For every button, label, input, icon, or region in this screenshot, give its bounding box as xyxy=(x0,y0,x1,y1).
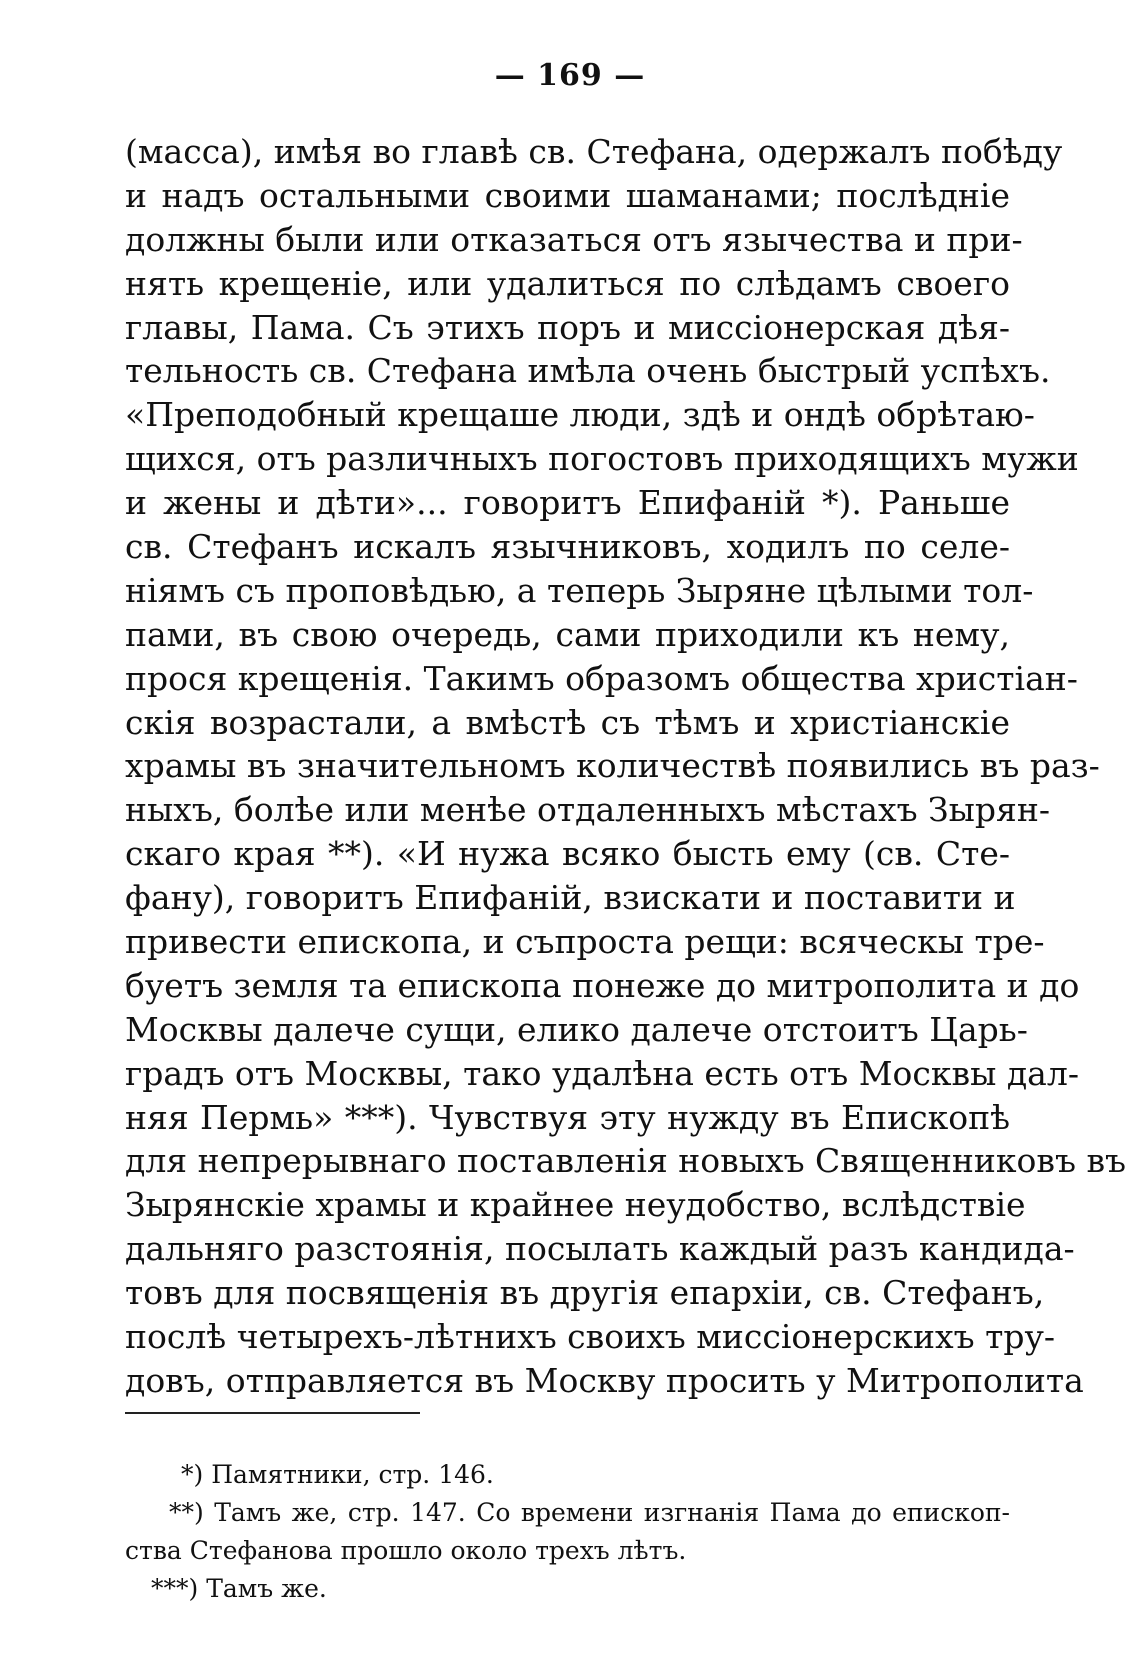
text-line: Зырянскіе храмы и крайнее неудобство, вслѣдствіе xyxy=(125,1185,1026,1225)
footnote-2-continuation: ства Стефанова прошло около трехъ лѣтъ. xyxy=(125,1536,687,1565)
text-line: пами, въ свою очередь, сами приходили къ нему, xyxy=(125,614,1010,654)
text-line: (масса), имѣя во главѣ св. Стефана, одержалъ побѣду xyxy=(125,132,1063,171)
text-line: и надъ остальными своими шаманами; послѣдніе xyxy=(125,175,1010,215)
text-line: «Преподобный крещаше люди, здѣ и ондѣ обрѣтаю- xyxy=(125,395,1035,435)
text-line: св. Стефанъ искалъ язычниковъ, ходилъ по селе- xyxy=(125,527,1010,567)
text-line: буетъ земля та епископа понеже до митрополита и до xyxy=(125,965,1080,1005)
footnote-3: ***) Тамъ же. xyxy=(151,1574,327,1603)
text-line: привести епископа, и съпроста рещи: всяческы тре- xyxy=(125,922,1045,962)
footnote-divider xyxy=(125,1412,420,1414)
text-line: скаго края **). «И нужа всяко бысть ему (св. Сте- xyxy=(125,834,1010,874)
text-line: должны были или отказаться отъ язычества и при- xyxy=(125,219,1023,259)
text-line: главы, Пама. Съ этихъ поръ и миссіонерская дѣя- xyxy=(125,307,1010,347)
text-line: довъ, отправляется въ Москву просить у Митрополита xyxy=(125,1360,1084,1400)
footnote-1: *) Памятники, стр. 146. xyxy=(181,1460,494,1489)
text-line: ныхъ, болѣе или менѣе отдаленныхъ мѣстахъ Зырян- xyxy=(125,790,1050,830)
text-line: дальняго разстоянія, посылать каждый разъ кандида- xyxy=(125,1229,1075,1269)
text-line: нять крещеніе, или удалиться по слѣдамъ своего xyxy=(125,263,1010,303)
text-line: товъ для посвященія въ другія епархіи, св. Стефанъ, xyxy=(125,1273,1045,1313)
page-number: — 169 — xyxy=(494,58,646,93)
text-line: прося крещенія. Такимъ образомъ общества христіан- xyxy=(125,658,1078,698)
text-line: ніямъ съ проповѣдью, а теперь Зыряне цѣлыми тол- xyxy=(125,570,1034,610)
text-line: скія возрастали, а вмѣстѣ съ тѣмъ и христіанскіе xyxy=(125,702,1010,742)
text-line: фану), говоритъ Епифаній, взискати и поставити и xyxy=(125,878,1016,918)
text-line: градъ отъ Москвы, тако удалѣна есть отъ Москвы дал- xyxy=(125,1053,1079,1093)
text-line: послѣ четырехъ-лѣтнихъ своихъ миссіонерскихъ тру- xyxy=(125,1317,1056,1357)
text-line: и жены и дѣти»... говоритъ Епифаній *). Раньше xyxy=(125,483,1010,523)
text-line: няя Пермь» ***). Чувствуя эту нужду въ Епископѣ xyxy=(125,1097,1010,1137)
text-line: щихся, отъ различныхъ погостовъ приходящихъ мужи xyxy=(125,439,1079,479)
text-line: храмы въ значительномъ количествѣ появились въ раз- xyxy=(125,746,1100,786)
text-line: Москвы далече сущи, елико далече отстоитъ Царь- xyxy=(125,1009,1028,1049)
footnote-2: **) Тамъ же, стр. 147. Со времени изгнанія Пама до епископ- xyxy=(169,1498,1010,1527)
text-line: для непрерывнаго поставленія новыхъ Священниковъ въ xyxy=(125,1141,1127,1181)
text-line: тельность св. Стефана имѣла очень быстрый успѣхъ. xyxy=(125,351,1051,391)
body-text xyxy=(125,130,1127,1403)
footnotes xyxy=(125,1456,1010,1608)
